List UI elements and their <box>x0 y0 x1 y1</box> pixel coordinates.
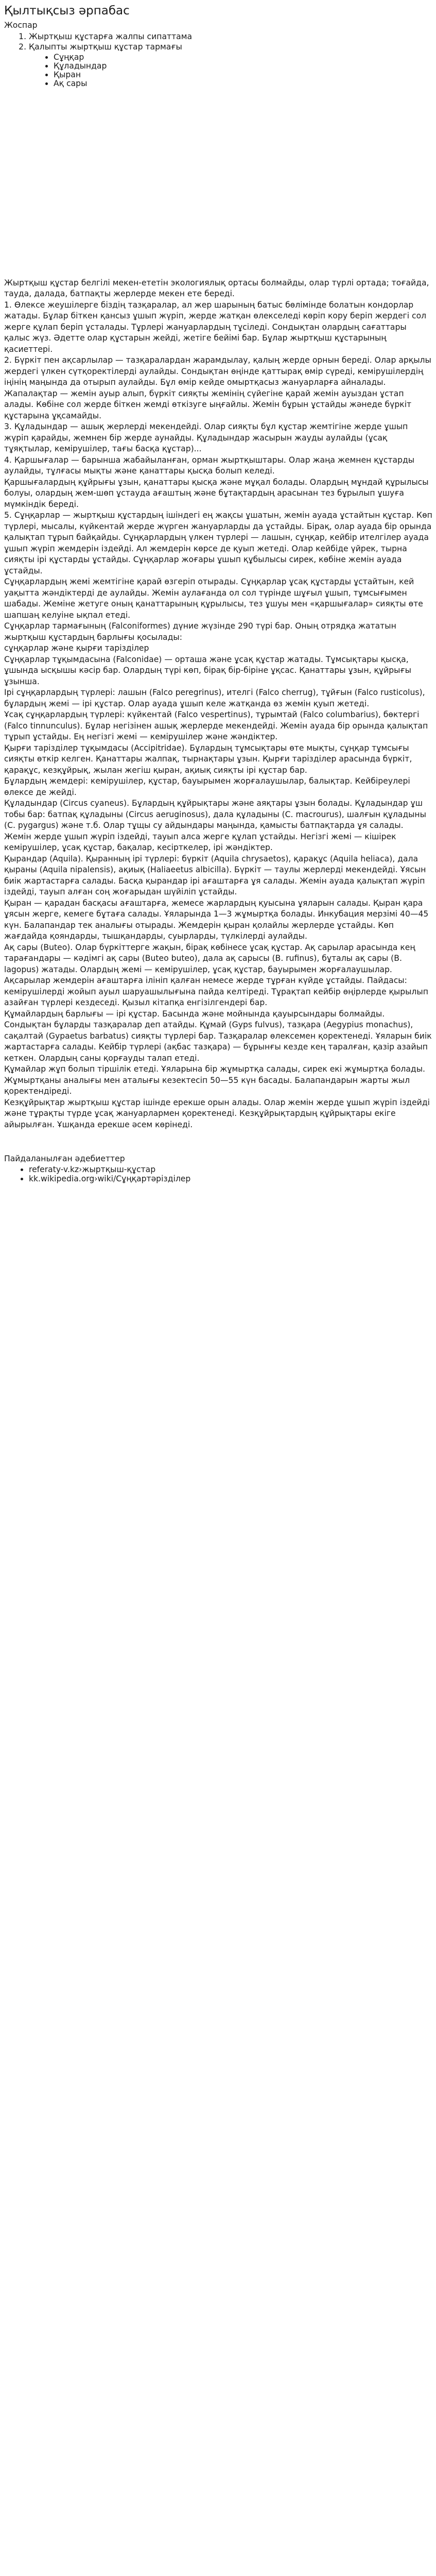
paragraph: сұңқарлар және қырғи тарізділер <box>4 643 149 653</box>
toc-item <box>29 31 433 42</box>
references-section <box>4 1154 433 1183</box>
paragraph: Құладындар (Circus cyaneus). Бұлардың құйрықтары және аяқтары ұзын болады. Құладындар ұш тобы бар: батпақ құладыны (Circus aeruginosus), дала құладыны (C. macrourus), шалғын құладыны (C. pygargus) және т.б. Олар тұщы су айдындары маңында, қамысты батпақтарда ұя салады. <box>4 799 426 830</box>
reference-item: • kk.wikipedia.org›wiki/Сұңқартәрізділер <box>29 1174 433 1183</box>
paragraph: Қырандар (Aquila). Қыранның ірі түрлері: бүркіт (Aquila chrysaetos), қарақұс (Aquila heliaca), дала қыраны (Aquila nipalensis), ақиық (Haliaeetus albicilla). Бүркіт — таулы жерлерді мекендейді. Ұясын биік жартастарға салады. Басқа қырандар ірі ағаштарға ұя салады. Жемін ауада қалықтап жүріп іздейді, тауып алған соң жоғарыдан шүйіліп ұстайды. <box>4 854 426 896</box>
toc-item-label: Қалыпты жыртқыш құстар тармағы <box>29 42 182 52</box>
toc-sublist <box>29 53 433 88</box>
paragraph: Сұңқарлар тұқымдасына (Falconidae) — орташа және ұсақ құстар жатады. Тұмсықтары қысқа, ұшында ысқышы кәсір бар. Олардың түрі көп, бірақ бір-біріне ұқсас. Қанаттары ұзын, құйрығы ұзынша. <box>4 654 411 686</box>
paragraph: Жыртқыш құстар белгілі мекен-ететін экологиялық ортасы болмайды, олар түрлі ортада; тоғайда, тауда, далада, батпақты жерлерде мекен ете береді. <box>4 278 429 298</box>
paragraph: Бұлардың жемдері: кемірушілер, құстар, бауырымен жорғалаушылар, балықтар. Кейбіреулері өлексе де жейді. <box>4 776 410 797</box>
paragraph: Ақ сары (Buteo). Олар бүркіттерге жақын, бірақ көбінесе ұсақ құстар. Ақ сарылар арасында кең тарағандары — кәдімгі ақ сары (Buteo buteo), дала ақ сарысы (B. rufinus), бұталы ақ сары (B. lagopus) жатады. Олардың жемі — кемірушілер, ұсақ құстар, бауырымен жорғалаушылар. <box>4 942 415 974</box>
toc-list <box>4 31 433 88</box>
paragraph: Кезқұйрықтар жыртқыш құстар ішінде ерекше орын алады. Олар жемін жерде ұшып жүріп іздейді және тұрақты түрде ұсақ жануарлармен қоректенеді. Кезқұйрықтардың құйрықтары екіге айырылған. Ұшқанда ерекше әсем көрінеді. <box>4 1097 430 1129</box>
paragraph: Жапалақтар — жемін ауыр алып, бүркіт сияқты жемінің сүйегіне қарай жемін ауыздан ұстап алады. Көбіне сол жерде біткен жемді өткізуге ыңғайлы. Жемін бұрын ұстайды жәнеде бүркіт құстарына ұқсамайды. <box>4 388 412 420</box>
paragraph: Құмайлардың барлығы — ірі құстар. Басында және мойнында қауырсындары болмайды. Сондықтан бұларды тазқаралар деп атайды. Құмай (Gyps fulvus), тазқара (Aegypius monachus), сақалтай (Gypaetus barbatus) сияқты түрлері бар. Тазқаралар өлексемен қоректенеді. Ұяларын биік жартастарға салады. Кейбір түрлері (ақбас тазқара) — бұрынғы кезде кең таралған, қазір азайып кеткен. Олардың саны қорғауды талап етеді. <box>4 1009 432 1063</box>
paragraph: Сұңқарлар тармағының (Falconiformes) дүние жүзінде 290 түрі бар. Оның отрядқа жататын жыртқыш құстардың барлығы қосылады: <box>4 621 396 642</box>
page <box>0 0 436 1194</box>
paragraph: Жемін жерде ұшып жүріп іздейді, тауып алса жерге құлап ұстайды. Негізгі жемі — кішірек кемірушілер, ұсақ құстар, бақалар, кесірткелер, ірі жәндіктер. <box>4 832 396 852</box>
spacer <box>4 1183 433 1194</box>
references-heading: Пайдаланылған әдебиеттер <box>4 1154 125 1163</box>
article-body <box>4 278 433 1131</box>
paragraph: Қырғи тарізділер тұқымдасы (Accipitridae). Бұлардың тұмсықтары өте мықты, сұңқар тұмсығы сияқты өткір келген. Қанаттары жалпақ, тырнақтары ұзын. Қырғи тарізділер арасында бүркіт, қарақұс, кезқұйрық, жылан жегіш қыран, ақиық сияқты ірі құстар бар. <box>4 743 412 775</box>
spacer <box>4 1130 433 1154</box>
paragraph: 2. Бүркіт пен ақсарлылар — тазқаралардан жарамдылау, қалың жерде орнын береді. Олар арқылы жердегі үлкен сүтқоректілерді аулайды. Сондықтан өңінде қаттырақ өмір сүреді, кемірушілердің іңінің маңында да отырып аулайды. Бұл өмір кейде омыртқасыз жануарларға айналады. <box>4 355 431 387</box>
paragraph: Ұсақ сұңқарлардың түрлері: күйкентай (Falco vespertinus), тұрымтай (Falco columbarius), бөктергі (Falco tinnunculus). Бұлар негізінен ашық жерлерде мекендейді. Жемін ауада бір орында қалықтап тұрып ұстайды. Ең негізгі жемі — кемірушілер және жәндіктер. <box>4 710 428 741</box>
reference-item: • referaty-v.kz›жыртқыш-құстар <box>29 1165 433 1174</box>
toc-heading: Жоспар <box>4 21 38 30</box>
page-title: Қылтықсыз әрпабас <box>4 4 130 18</box>
paragraph: 5. Сұңқарлар — жыртқыш құстардың ішіндегі ең жақсы ұшатын, жемін ауада ұстайтын құстар. Көп түрлері, мысалы, күйкентай жерде жүрген жануарларды да ұстайды. Бірақ, олар ауада бір орында қалықтап тұрып байқайды. Сұңқарлардың үлкен түрлері — лашын, сұңқар, кейбір ителгілер ауада ұшып жүріп жемдерін іздейді. Ал жемдерін көрсе де қуып жетеді. Олар кейбіде үйрек, тырна сияқты ірі құстарды ұстайды. Сұңқарлар жоғары ұшып құбылысы сирек, көбіне жемін ауада ұстайды. <box>4 511 432 575</box>
toc-item <box>29 42 433 88</box>
toc-subitem: • Ақ сары <box>54 79 433 88</box>
toc-subitem: • Қыран <box>54 71 433 79</box>
spacer <box>4 88 433 278</box>
paragraph: Сұңқарлардың жемі жемтігіне қарай өзгеріп отырады. Сұңқарлар ұсақ құстарды ұстайтын, кей уақытта жәндіктерді де аулайды. Жемін аулағанда ол сол түрінде шұғыл ұшып, тұмсығымен шабады. Жеміне жетуге оның қанаттарының құрылысы, тез ұшуы мен «қаршығалар» сияқты өте шапшаң келуіне ықпал етеді. <box>4 577 423 620</box>
references-list <box>4 1165 433 1183</box>
paragraph: Ақсарылар жемдерін ағаштарға ілініп қалған немесе жерде тұрған күйде ұстайды. Пайдасы: кемірушілерді жойып ауыл шаруашылығына пайда келтіреді. Тұрақтап кейбір өңірлерде қырылып азайған түрлері кездеседі. Қызыл кітапқа енгізілгендері бар. <box>4 976 428 1007</box>
toc-subitem: • Сұңқар <box>54 53 433 62</box>
paragraph: 1. Өлексе жеушілерге біздің тазқаралар, ал жер шарының батыс бөлімінде болатын кондорлар жатады. Бұлар біткен қансыз ұшып жүріп, жерде жатқан өлекселеді көріп кору беріп жердегі сол жерге құлап беріп ұсталады. Тұрлері жануарлардың тұсіледі. Сондықтан олардың сағаттары қалыс жүз. Әдетте олар құстарын жейді, жетіге бейімі бар. Бұлар жыртқыш құстарының қасиеттері. <box>4 300 427 354</box>
paragraph: Қыран — қарадан басқасы ағаштарға, жемесе жарлардың қуысына ұяларын салады. Қыран қара ұясын жерге, кемеге бұтаға салады. Ұяларында 1—3 жұмыртқа болады. Инкубация мерзімі 40—45 күн. Балапандар тек аналығы отырады. Жемдерін қыран қолайлы жерлерде ұстайды. Көп жағдайда қояндарды, тышқандарды, суырларды, түлкілерді аулайды. <box>4 898 429 941</box>
paragraph: 4. Қаршығалар — барынша жабайыланған, орман жыртқыштары. Олар жаңа жемнен құстарды аулайды, тұлғасы мықты және қанаттары қысқа болып келеді. <box>4 455 415 476</box>
paragraph: Құмайлар жұп болып тіршілік етеді. Ұяларына бір жұмыртқа салады, сирек екі жұмыртқа болады. Жұмыртқаны аналығы мен аталығы кезектесіп 50—55 күн басады. Балапандарын жарты жыл қоректендіреді. <box>4 1064 425 1096</box>
table-of-contents <box>4 20 433 88</box>
toc-subitem: • Құладындар <box>54 62 433 71</box>
toc-item-label: Жыртқыш құстарға жалпы сипаттама <box>29 31 193 41</box>
paragraph: Қаршығалардың құйрығы ұзын, қанаттары қысқа және мұқал болады. Олардың мұндай құрылысы болуы, олардың жем-шөп ұстауда ағаштың және бұтақтардың арасынан тез бұрылып ұшуға мүмкіндік береді. <box>4 477 429 509</box>
paragraph: Ірі сұңқарлардың түрлері: лашын (Falco peregrinus), ителгі (Falco cherrug), тұйғын (Falco rusticolus), бұлардың жемі — ірі құстар. Олар ауада ұшып келе жатқанда өз жемін қуып жетеді. <box>4 688 425 708</box>
paragraph: 3. Құладындар — ашық жерлерді мекендейді. Олар сияқты бұл құстар жемтігіне жерде ұшып жүріп қарайды, жемнен бір жерде аунайды. Құладындар жасырын жауды аулайды (ұсақ тұяқтылар, кемірушілер, тағы басқа құстар)... <box>4 422 408 453</box>
